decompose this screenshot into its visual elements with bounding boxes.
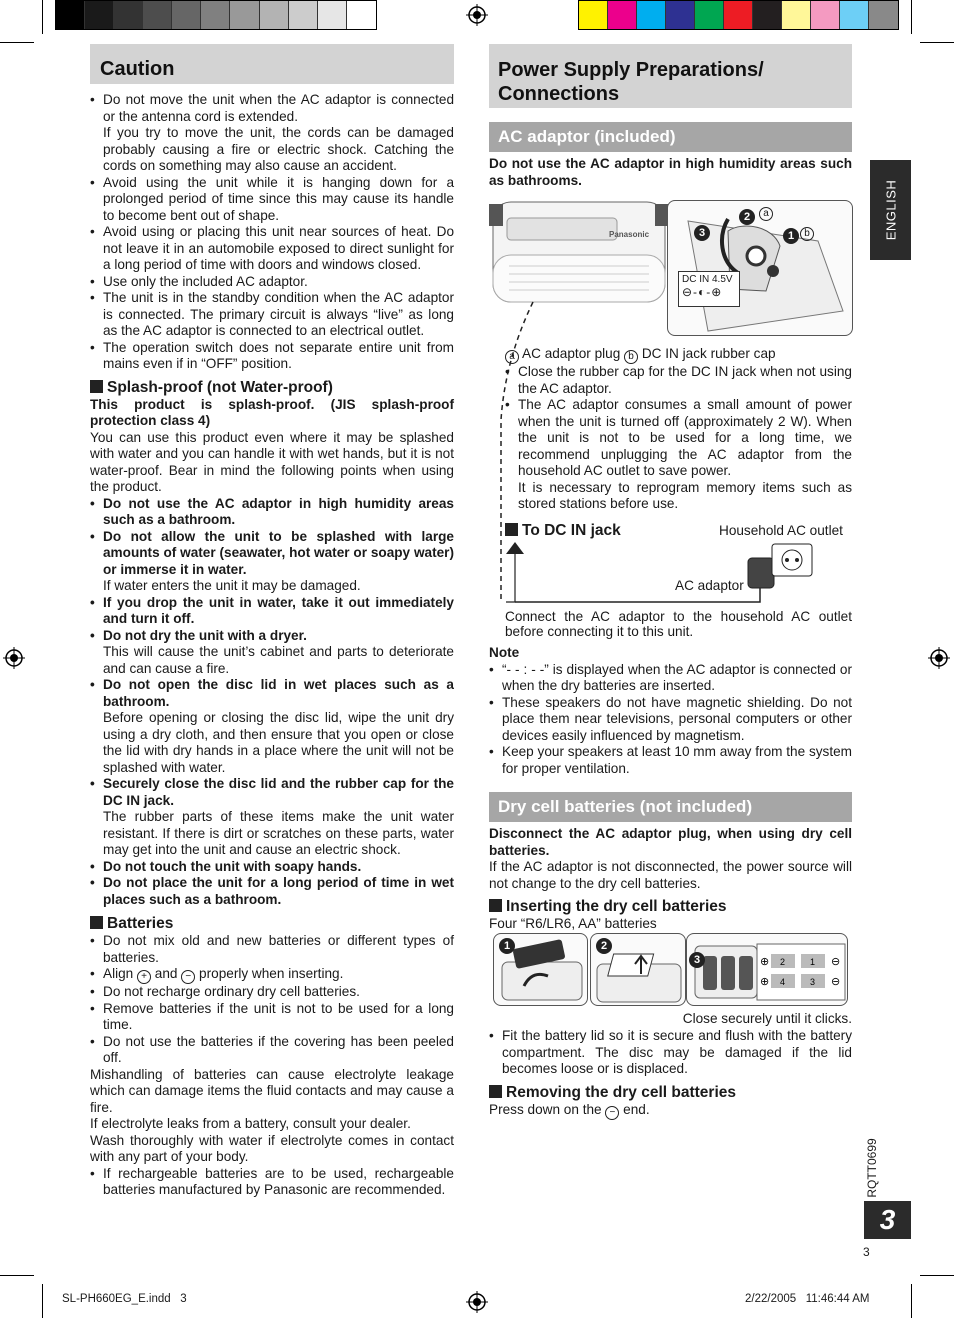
note-title: Note — [489, 645, 520, 660]
svg-text:⊖: ⊖ — [831, 956, 841, 968]
ac-adaptor-label: AC adaptor — [675, 578, 744, 593]
removing-heading: Removing the dry cell batteries — [489, 1083, 852, 1102]
insert-batteries-drawing-icon — [687, 934, 848, 1006]
battery-step-2-illustration — [590, 933, 686, 1006]
color-swatch — [840, 1, 869, 29]
crop-mark — [920, 1275, 954, 1276]
square-bullet-icon — [489, 1085, 502, 1098]
splash-bullet-continuation: Before opening or closing the disc lid, wipe the unit dry using a dry cloth, and then ensure that you open or close the lid with dry hands in a place where the unit will not be splashed with water. — [103, 710, 454, 775]
color-swatch — [869, 1, 898, 29]
dry-cell-paragraph: If the AC adaptor is not disconnected, the power source will not change to the dry cell batteries. — [489, 859, 852, 891]
dry-cell-final — [489, 1028, 852, 1120]
dry-cell-subheading: Dry cell batteries (not included) — [489, 792, 852, 822]
splash-bullet-continuation: If water enters the unit it may be damaged. — [103, 578, 361, 593]
color-swatch — [318, 1, 347, 29]
batteries-heading: Batteries — [90, 914, 454, 933]
battery-paragraph: Wash thoroughly with water if electrolyte comes in contact with any part of your body. — [90, 1132, 454, 1164]
ac-adaptor-subheading: AC adaptor (included) — [489, 122, 852, 152]
crop-mark — [911, 1284, 912, 1318]
ac-adaptor-notes — [505, 346, 852, 513]
square-bullet-icon — [505, 523, 518, 536]
svg-text:3: 3 — [810, 977, 816, 987]
caution-bullet: • Do not move the unit when the AC adaptor is connected or the antenna cord is extended. — [90, 92, 454, 125]
lid-bullet: • Fit the battery lid so it is secure and flush with the battery compartment. The disc may be damaged if the lid becomes loose or is displaced. — [489, 1028, 852, 1078]
battery-paragraph: If electrolyte leaks from a battery, consult your dealer. — [90, 1116, 411, 1131]
registration-mark-icon — [466, 1291, 488, 1313]
process-color-bar — [578, 0, 899, 30]
polarity-symbol-icon: ⊖-◐-⊕ — [682, 285, 723, 299]
splash-bullet: • Securely close the disc lid and the rubber cap for the DC IN jack. — [90, 776, 454, 809]
splash-bullet-continuation: The rubber parts of these items make the unit water resistant. If there is dirt or scratches on these parts, water may get into the unit and cause an electric shock. — [103, 809, 454, 857]
splash-bullet: • Do not touch the unit with soapy hands. — [90, 859, 454, 876]
step-2-marker: 2 — [739, 209, 755, 225]
color-swatch — [811, 1, 840, 29]
note-section — [489, 645, 852, 777]
caution-bullet: • The unit is in the standby condition when the AC adaptor is connected. The primary circuit is always “live” as long as the AC adaptor is connected to an electrical outlet. — [90, 290, 454, 340]
battery-bullet: • Align + and − properly when inserting. — [90, 966, 454, 984]
minus-terminal-icon: − — [181, 970, 195, 984]
adaptor-connection-drawing — [490, 540, 820, 610]
grayscale-color-bar — [55, 0, 377, 30]
battery-bullet: • Remove batteries if the unit is not to be used for a long time. — [90, 1001, 454, 1034]
battery-bullet: • Do not recharge ordinary dry cell batteries. — [90, 984, 454, 1001]
household-outlet-label: Household AC outlet — [719, 523, 843, 538]
splash-bold-intro: This product is splash-proof. (JIS splash-proof protection class 4) — [90, 396, 454, 428]
dry-cell-intro — [489, 826, 852, 933]
svg-text:4: 4 — [780, 977, 786, 987]
caution-bullet: • Avoid using or placing this unit near sources of heat. Do not leave it in an automobile exposed to direct sunlight for a long period of time with doors and windows closed. — [90, 224, 454, 274]
crop-mark — [920, 42, 954, 43]
color-swatch — [56, 1, 85, 29]
color-swatch — [666, 1, 695, 29]
registration-mark-icon — [466, 4, 488, 26]
color-swatch — [347, 1, 376, 29]
ac-bullet-continuation: It is necessary to reprogram memory items such as stored stations before use. — [518, 479, 852, 511]
battery-bullet: • Do not mix old and new batteries or different types of batteries. — [90, 933, 454, 966]
svg-text:⊕: ⊕ — [760, 976, 770, 988]
plus-terminal-icon: + — [137, 970, 151, 984]
square-bullet-icon — [90, 916, 103, 929]
battery-bullet: • If rechargeable batteries are to be used, rechargeable batteries manufactured by Panasonic are recommended. — [90, 1166, 454, 1199]
ac-warning: Do not use the AC adaptor in high humidity areas such as bathrooms. — [489, 156, 852, 188]
page-number-box: 3 — [864, 1201, 911, 1239]
crop-mark — [0, 42, 34, 43]
document-code: RQTT0699 — [865, 1138, 879, 1198]
step-3-marker: 3 — [694, 225, 710, 241]
page-number: 3 — [863, 1245, 870, 1259]
color-swatch — [782, 1, 811, 29]
color-swatch — [143, 1, 172, 29]
battery-bullet: • Do not use the batteries if the covering has been peeled off. — [90, 1034, 454, 1067]
splash-bullet: • If you drop the unit in water, take it out immediately and turn it off. — [90, 595, 454, 628]
color-swatch — [753, 1, 782, 29]
svg-text:⊖: ⊖ — [831, 976, 841, 988]
splash-bullet: • Do not place the unit for a long period of time in wet places such as a bathroom. — [90, 875, 454, 908]
svg-text:1: 1 — [810, 957, 816, 967]
crop-mark — [42, 1284, 43, 1318]
ac-bullet: • Close the rubber cap for the DC IN jack when not using the AC adaptor. — [505, 364, 852, 397]
caution-bullet: • Use only the included AC adaptor. — [90, 274, 454, 291]
unit-illustration — [489, 200, 669, 306]
square-bullet-icon — [489, 899, 502, 912]
battery-step-1-illustration — [493, 933, 588, 1006]
unit-drawing-icon — [489, 200, 669, 306]
color-swatch — [114, 1, 143, 29]
footer-date: 2/22/2005 11:46:44 AM — [745, 1293, 870, 1305]
color-swatch — [85, 1, 114, 29]
dc-in-label-plate: DC IN 4.5V ⊖-◐-⊕ — [678, 271, 740, 307]
crop-mark — [42, 0, 43, 34]
brand-logo: Panasonic — [609, 230, 650, 239]
registration-mark-icon — [3, 647, 25, 669]
splash-heading: Splash-proof (not Water-proof) — [90, 378, 454, 397]
splash-bullet: • Do not dry the unit with a dryer. — [90, 628, 454, 645]
inserting-heading: Inserting the dry cell batteries — [489, 897, 852, 916]
connect-instruction: Connect the AC adaptor to the household AC outlet before connecting it to this unit. — [505, 609, 852, 639]
power-heading: Power Supply Preparations/ Connections — [489, 44, 852, 108]
close-instruction: Close securely until it clicks. — [682, 1011, 852, 1026]
caution-bullet-continuation: If you try to move the unit, the cords can be damaged probably causing a fire or electric shock. Catching the cords on something may also cause an accident. — [103, 125, 454, 173]
label-a-marker: a — [759, 207, 773, 221]
dc-in-jack-illustration — [667, 200, 853, 336]
dry-cell-warning: Disconnect the AC adaptor plug, when using dry cell batteries. — [489, 826, 852, 858]
caution-bullet: • Avoid using the unit while it is hanging down for a prolonged period of time since this may cause its handle to become bent out of shape. — [90, 175, 454, 225]
caution-heading: Caution — [90, 44, 454, 84]
note-bullet: • These speakers do not have magnetic shielding. Do not place them near televisions, personal computers or other devices easily influenced by magnetism. — [489, 695, 852, 745]
splash-bullet: • Do not allow the unit to be splashed with large amounts of water (seawater, hot water or soapy water) or immerse it in water. — [90, 529, 454, 579]
step-2-marker: 2 — [596, 938, 612, 954]
label-b-marker: b — [624, 350, 638, 364]
battery-type: Four “R6/LR6, AA” batteries — [489, 916, 657, 931]
caution-bullet: • The operation switch does not separate entire unit from mains even if in “OFF” position. — [90, 340, 454, 373]
color-swatch — [724, 1, 753, 29]
splash-bullet-continuation: This will cause the unit’s cabinet and parts to deteriorate and can cause a fire. — [103, 644, 454, 676]
color-swatch — [260, 1, 289, 29]
color-swatch — [579, 1, 608, 29]
ac-legend: a AC adaptor plug b DC IN jack rubber cap — [505, 346, 852, 364]
footer-filename: SL-PH660EG_E.indd 3 — [62, 1293, 187, 1305]
color-swatch — [172, 1, 201, 29]
note-bullet: • Keep your speakers at least 10 mm away from the system for proper ventilation. — [489, 744, 852, 777]
caution-column — [90, 92, 454, 1199]
step-1-marker: 1 — [783, 228, 799, 244]
to-dc-in-jack-heading: To DC IN jack — [505, 521, 621, 540]
color-swatch — [201, 1, 230, 29]
square-bullet-icon — [90, 380, 103, 393]
step-3-marker: 3 — [689, 952, 705, 968]
note-bullet: • “- - : - -” is displayed when the AC adaptor is connected or when the dry batteries are inserted. — [489, 662, 852, 695]
label-a-marker: a — [505, 350, 519, 364]
ac-bullet: • The AC adaptor consumes a small amount of power when the unit is turned off (approximately 2 W). When the unit is not to be used for a long time, we recommend unplugging the AC adaptor from the household AC outlet to save power. — [505, 397, 852, 480]
dc-jack-drawing-icon — [668, 201, 853, 336]
color-swatch — [230, 1, 259, 29]
removing-instruction: Press down on the − end. — [489, 1101, 650, 1118]
color-swatch — [695, 1, 724, 29]
label-b-marker: b — [800, 227, 814, 241]
language-tab: ENGLISH — [870, 160, 911, 260]
splash-intro: You can use this product even where it may be splashed with water and you can handle it with wet hands, but it is not water-proof. Bear in mind the following points when using the product. — [90, 429, 454, 494]
color-swatch — [608, 1, 637, 29]
color-swatch — [637, 1, 666, 29]
step-1-marker: 1 — [499, 938, 515, 954]
svg-text:2: 2 — [780, 957, 786, 967]
battery-paragraph: Mishandling of batteries can cause electrolyte leakage which can damage items the fluid contacts and may cause a fire. — [90, 1066, 454, 1115]
svg-text:⊕: ⊕ — [760, 956, 770, 968]
splash-bullet: • Do not open the disc lid in wet places such as a bathroom. — [90, 677, 454, 710]
battery-step-3-illustration — [686, 933, 848, 1006]
registration-mark-icon — [928, 647, 950, 669]
crop-mark — [911, 0, 912, 34]
crop-mark — [0, 1275, 34, 1276]
minus-terminal-icon: − — [605, 1106, 619, 1120]
splash-bullet: • Do not use the AC adaptor in high humidity areas such as a bathroom. — [90, 496, 454, 529]
color-swatch — [289, 1, 318, 29]
